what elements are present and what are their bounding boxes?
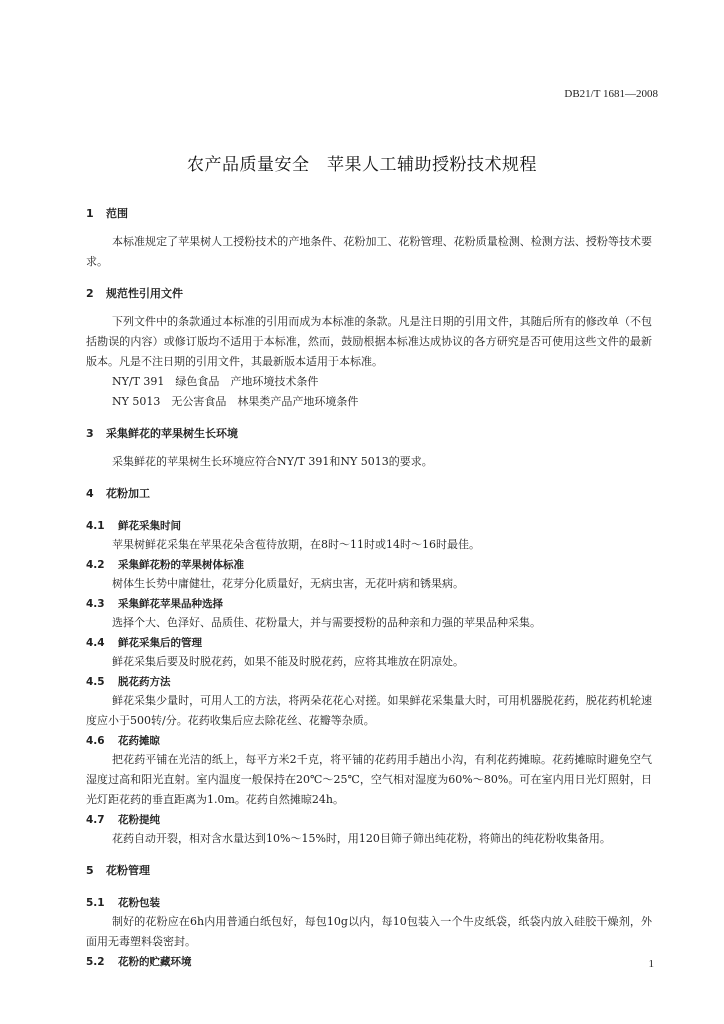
section-4-heading — [86, 484, 652, 504]
subsection-4-5-paragraph: 鲜花采集少量时，可用人工的方法，将两朵花花心对搓。如果鲜花采集量大时，可用机器脱花药，脱花药机轮速度应小于500转/分。花药收集后应去除花丝、花瓣等杂质。 — [86, 694, 652, 727]
document-title: 农产品质量安全 苹果人工辅助授粉技术规程 — [187, 155, 537, 175]
section-title: 采集鲜花的苹果树生长环境 — [106, 427, 238, 440]
section-title: 花粉管理 — [106, 864, 150, 877]
subsection-4-4-heading — [86, 633, 652, 652]
subsection-number: 4.2 — [86, 559, 105, 571]
page-number: 1 — [648, 958, 654, 970]
subsection-5-2-heading — [86, 952, 652, 971]
section-5-heading — [86, 861, 652, 881]
subsection-4-6-paragraph: 把花药平铺在光洁的纸上，每平方米2千克，将平铺的花药用手趟出小沟，有利花药摊晾。花药摊晾时避免空气湿度过高和阳光直射。室内温度一般保持在20℃～25℃，空气相对湿度为60%～80%。可在室内用日光灯照射，日光灯距花药的垂直距离为1.0m。花药自然摊晾24h。 — [86, 753, 652, 806]
subsection-number: 4.5 — [86, 676, 105, 688]
section-1-heading — [86, 204, 652, 224]
subsection-title: 脱花药方法 — [118, 676, 171, 688]
subsection-title: 鲜花采集后的管理 — [118, 637, 202, 649]
subsection-number: 4.4 — [86, 637, 105, 649]
subsection-4-3-heading — [86, 594, 652, 613]
section-2-paragraph: 下列文件中的条款通过本标准的引用而成为本标准的条款。凡是注日期的引用文件，其随后所有的修改单（不包括勘误的内容）或修订版均不适用于本标准，然而，鼓励根据本标准达成协议的各方研究是否可使用这些文件的最新版本。凡是不注日期的引用文件，其最新版本适用于本标准。 — [86, 315, 652, 368]
subsection-4-6-heading — [86, 731, 652, 750]
subsection-4-2-heading — [86, 555, 652, 574]
subsection-title: 花粉提纯 — [118, 814, 160, 826]
subsection-5-1-paragraph: 制好的花粉应在6h内用普通白纸包好，每包10g以内，每10包装入一个牛皮纸袋，纸袋内放入硅胶干燥剂，外面用无毒塑料袋密封。 — [86, 915, 652, 948]
section-2-heading — [86, 284, 652, 304]
section-number: 2 — [86, 287, 94, 300]
subsection-number: 5.1 — [86, 897, 105, 909]
section-3-paragraph: 采集鲜花的苹果树生长环境应符合NY/T 391和NY 5013的要求。 — [112, 455, 433, 468]
subsection-4-5-heading — [86, 672, 652, 691]
reference-item: NY/T 391 绿色食品 产地环境技术条件 — [112, 375, 319, 388]
section-title: 范围 — [106, 207, 128, 220]
subsection-number: 4.3 — [86, 598, 105, 610]
subsection-number: 4.1 — [86, 520, 105, 532]
subsection-title: 花粉包装 — [118, 897, 160, 909]
subsection-number: 4.6 — [86, 735, 105, 747]
reference-item: NY 5013 无公害食品 林果类产品产地环境条件 — [112, 395, 359, 408]
document-body — [86, 204, 652, 971]
subsection-4-1-paragraph: 苹果树鲜花采集在苹果花朵含苞待放期，在8时～11时或14时～16时最佳。 — [112, 538, 480, 551]
subsection-title: 采集鲜花苹果品种选择 — [118, 598, 223, 610]
subsection-4-2-paragraph: 树体生长势中庸健壮，花芽分化质量好，无病虫害，无花叶病和锈果病。 — [112, 577, 464, 590]
subsection-title: 花粉的贮藏环境 — [118, 956, 192, 968]
section-number: 4 — [86, 487, 94, 500]
subsection-5-1-heading — [86, 893, 652, 912]
section-3-heading — [86, 424, 652, 444]
standard-code: DB21/T 1681—2008 — [564, 88, 658, 100]
subsection-number: 4.7 — [86, 814, 105, 826]
subsection-4-4-paragraph: 鲜花采集后要及时脱花药，如果不能及时脱花药，应将其堆放在阴凉处。 — [112, 655, 464, 668]
section-number: 1 — [86, 207, 94, 220]
subsection-4-7-heading — [86, 810, 652, 829]
subsection-title: 鲜花采集时间 — [118, 520, 181, 532]
subsection-4-1-heading — [86, 516, 652, 535]
section-title: 花粉加工 — [106, 487, 150, 500]
section-title: 规范性引用文件 — [106, 287, 183, 300]
subsection-number: 5.2 — [86, 956, 105, 968]
subsection-4-7-paragraph: 花药自动开裂，相对含水量达到10%～15%时，用120目筛子筛出纯花粉，将筛出的纯花粉收集备用。 — [112, 832, 611, 845]
subsection-title: 采集鲜花粉的苹果树体标准 — [118, 559, 244, 571]
section-1-paragraph: 本标准规定了苹果树人工授粉技术的产地条件、花粉加工、花粉管理、花粉质量检测、检测方法、授粉等技术要求。 — [86, 235, 652, 268]
section-number: 3 — [86, 427, 94, 440]
section-number: 5 — [86, 864, 94, 877]
subsection-title: 花药摊晾 — [118, 735, 160, 747]
subsection-4-3-paragraph: 选择个大、色泽好、品质佳、花粉量大，并与需要授粉的品种亲和力强的苹果品种采集。 — [112, 616, 541, 629]
